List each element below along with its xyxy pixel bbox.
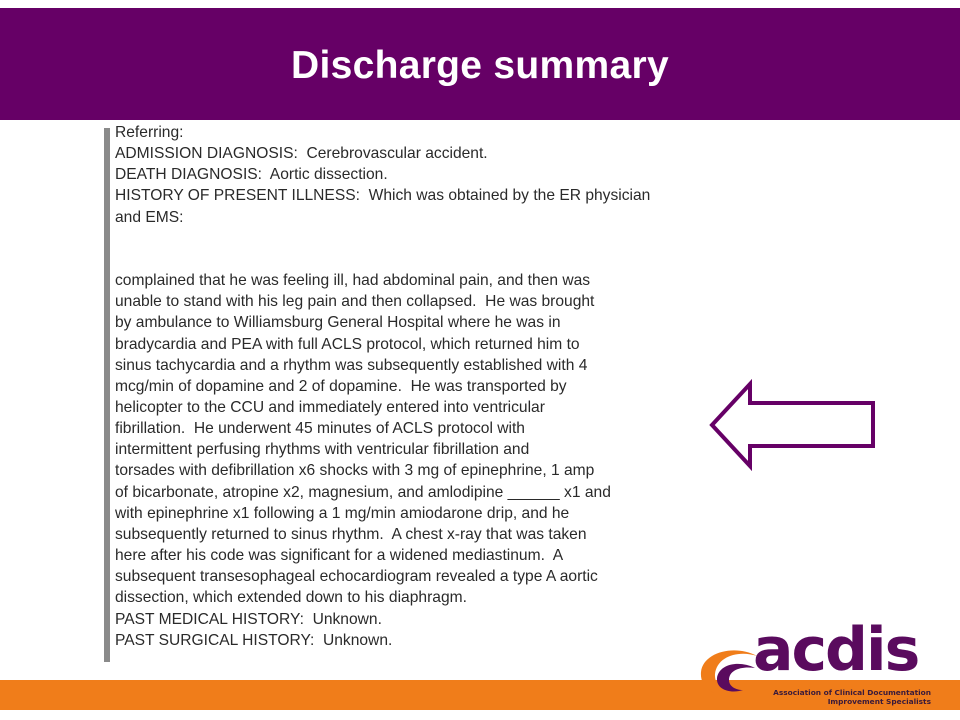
doc-line: bradycardia and PEA with full ACLS protocol, which returned him to xyxy=(115,335,580,353)
doc-line: complained that he was feeling ill, had abdominal pain, and then was xyxy=(115,272,591,290)
doc-line: helicopter to the CCU and immediately entered into ventricular xyxy=(115,399,545,417)
slide-title: Discharge summary xyxy=(291,44,669,87)
acdis-logo xyxy=(695,615,935,712)
doc-line: dissection, which extended down to his diaphragm. xyxy=(115,589,467,607)
doc-line: HISTORY OF PRESENT ILLNESS: Which was obtained by the ER physician xyxy=(115,187,651,205)
logo-wordmark: acdis xyxy=(753,615,919,685)
doc-blank-gap xyxy=(115,228,765,270)
doc-line: of bicarbonate, atropine x2, magnesium, and amlodipine ______ x1 and xyxy=(115,483,611,501)
doc-line: torsades with defibrillation x6 shocks with 3 mg of epinephrine, 1 amp xyxy=(115,462,595,480)
doc-line: by ambulance to Williamsburg General Hospital where he was in xyxy=(115,314,561,332)
doc-line: fibrillation. He underwent 45 minutes of ACLS protocol with xyxy=(115,420,525,438)
logo-subtitle xyxy=(753,688,931,706)
discharge-summary-text xyxy=(115,122,765,651)
doc-line: here after his code was significant for a widened mediastinum. A xyxy=(115,547,564,565)
doc-line: mcg/min of dopamine and 2 of dopamine. He was transported by xyxy=(115,377,567,395)
doc-line: ADMISSION DIAGNOSIS: Cerebrovascular accident. xyxy=(115,145,488,163)
doc-line: with epinephrine x1 following a 1 mg/min amiodarone drip, and he xyxy=(115,504,570,522)
doc-line: DEATH DIAGNOSIS: Aortic dissection. xyxy=(115,166,388,184)
doc-line: sinus tachycardia and a rhythm was subsequently established with 4 xyxy=(115,356,588,374)
left-arrow-icon xyxy=(708,378,880,472)
doc-line: intermittent perfusing rhythms with ventricular fibrillation and xyxy=(115,441,530,459)
doc-line: and EMS: xyxy=(115,208,184,226)
doc-line: Referring: xyxy=(115,124,184,141)
doc-line: subsequently returned to sinus rhythm. A chest x-ray that was taken xyxy=(115,525,587,543)
logo-subtitle-line: Improvement Specialists xyxy=(827,697,931,706)
document-margin-rule xyxy=(104,128,110,662)
doc-line: PAST MEDICAL HISTORY: Unknown. xyxy=(115,610,382,628)
logo-subtitle-line: Association of Clinical Documentation xyxy=(773,688,931,697)
doc-line: unable to stand with his leg pain and then collapsed. He was brought xyxy=(115,293,595,311)
doc-line: PAST SURGICAL HISTORY: Unknown. xyxy=(115,631,393,649)
doc-line: subsequent transesophageal echocardiogram revealed a type A aortic xyxy=(115,568,598,586)
